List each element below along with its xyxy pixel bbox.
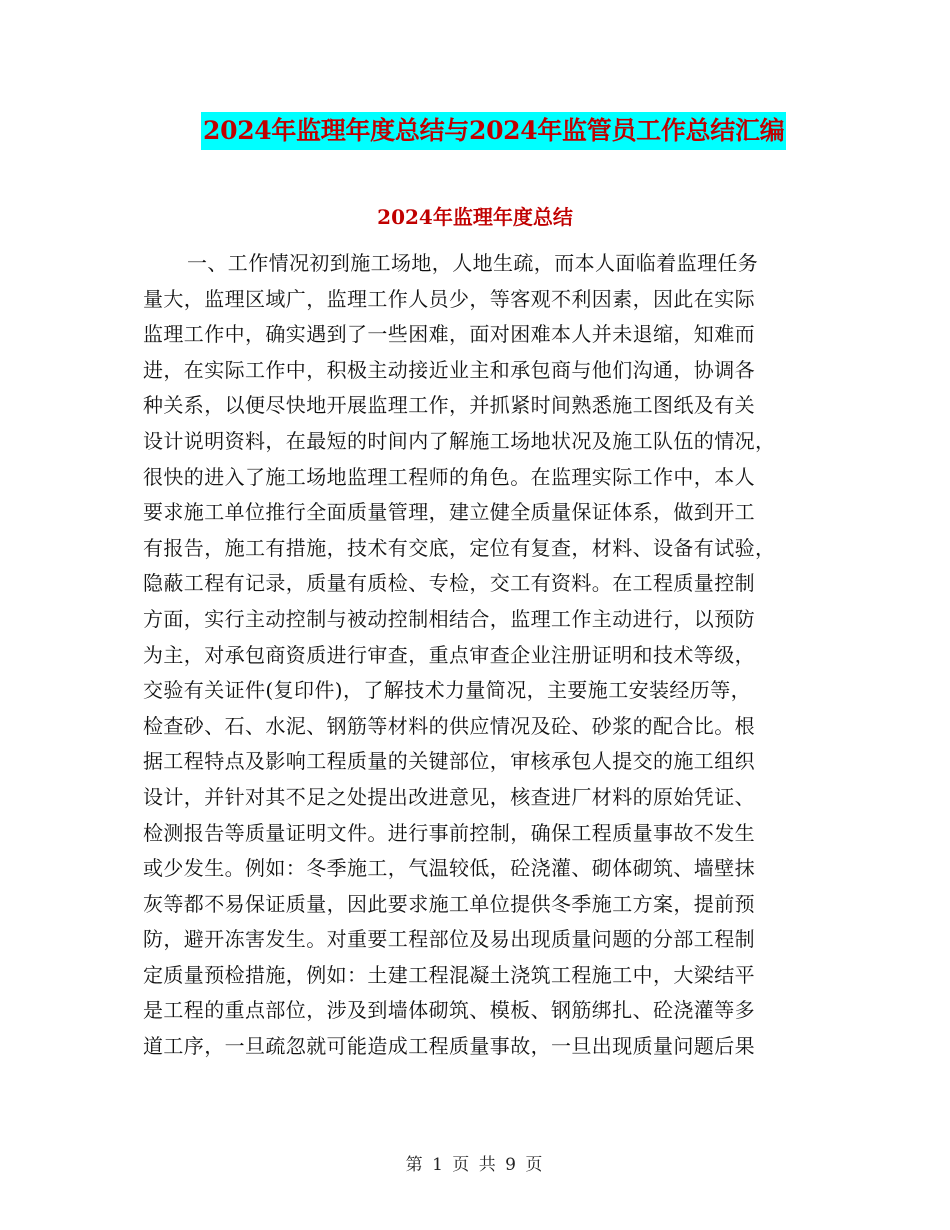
paragraph-line: 一、工作情况初到施工场地，人地生疏，而本人面临着监理任务	[187, 251, 759, 275]
section-title: 2024年监理年度总结	[377, 205, 573, 229]
page-number: 第 1 页 共 9 页	[405, 1155, 545, 1175]
paragraph-line: 是工程的重点部位，涉及到墙体砌筑、模板、钢筋绑扎、砼浇灌等多	[143, 998, 755, 1023]
paragraph-line: 为主，对承包商资质进行审查，重点审查企业注册证明和技术等级，	[143, 642, 755, 667]
paragraph-line: 有报告，施工有措施，技术有交底，定位有复查，材料、设备有试验，	[143, 535, 776, 560]
paragraph-line: 很快的进入了施工场地监理工程师的角色。在监理实际工作中，本人	[143, 464, 755, 489]
paragraph-line: 交验有关证件(复印件)，了解技术力量简况，主要施工安装经历等，	[143, 678, 752, 703]
paragraph-line: 灰等都不易保证质量，因此要求施工单位提供冬季施工方案，提前预	[143, 891, 755, 916]
paragraph-line: 设计说明资料，在最短的时间内了解施工场地状况及施工队伍的情况，	[143, 428, 776, 453]
paragraph-line: 监理工作中，确实遇到了一些困难，面对困难本人并未退缩，知难而	[143, 322, 755, 347]
paragraph-line: 道工序，一旦疏忽就可能造成工程质量事故，一旦出现质量问题后果	[143, 1034, 755, 1059]
paragraph-line: 检测报告等质量证明文件。进行事前控制，确保工程质量事故不发生	[143, 820, 755, 845]
paragraph-line: 方面，实行主动控制与被动控制相结合，监理工作主动进行，以预防	[143, 606, 755, 631]
body-paragraph	[143, 246, 803, 1065]
paragraph-line: 进，在实际工作中，积极主动接近业主和承包商与他们沟通，协调各	[143, 357, 755, 382]
paragraph-line: 或少发生。例如：冬季施工，气温较低，砼浇灌、砌体砌筑、墙壁抹	[143, 856, 755, 881]
paragraph-line: 要求施工单位推行全面质量管理，建立健全质量保证体系，做到开工	[143, 500, 755, 525]
paragraph-line: 隐蔽工程有记录，质量有质检、专检，交工有资料。在工程质量控制	[143, 571, 755, 596]
paragraph-line: 定质量预检措施，例如：土建工程混凝土浇筑工程施工中，大梁结平	[143, 962, 755, 987]
paragraph-line: 设计，并针对其不足之处提出改进意见，核查进厂材料的原始凭证、	[143, 784, 755, 809]
paragraph-line: 检查砂、石、水泥、钢筋等材料的供应情况及砼、砂浆的配合比。根	[143, 713, 755, 738]
paragraph-line: 种关系，以便尽快地开展监理工作，并抓紧时间熟悉施工图纸及有关	[143, 393, 755, 418]
paragraph-line: 防，避开冻害发生。对重要工程部位及易出现质量问题的分部工程制	[143, 927, 755, 952]
paragraph-line: 据工程特点及影响工程质量的关键部位，审核承包人提交的施工组织	[143, 749, 755, 774]
paragraph-line: 量大，监理区域广，监理工作人员少，等客观不利因素，因此在实际	[143, 286, 755, 311]
document-title: 2024年监理年度总结与2024年监管员工作总结汇编	[201, 112, 786, 150]
